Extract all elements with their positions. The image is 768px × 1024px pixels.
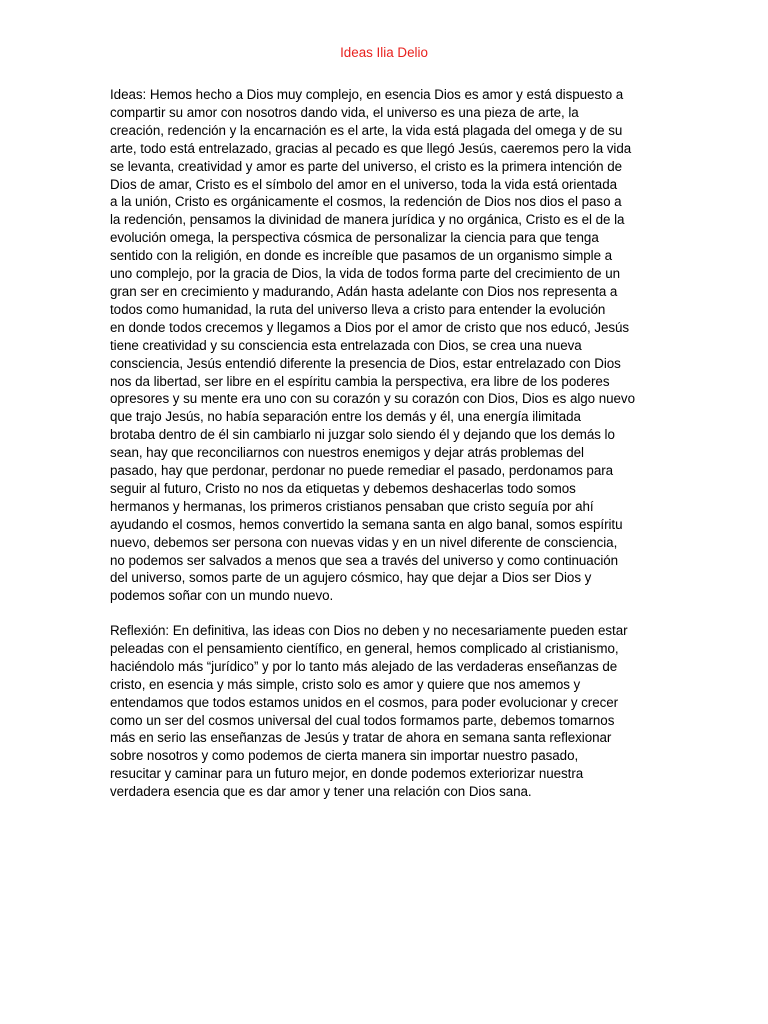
text-line: uno complejo, por la gracia de Dios, la vida de todos forma parte del crecimiento de un — [110, 266, 620, 282]
text-line: sentido con la religión, en donde es increíble que pasamos de un organismo simple a — [110, 248, 613, 264]
text-line: más en serio las enseñanzas de Jesús y tratar de ahora en semana santa reflexionar — [110, 730, 612, 746]
text-line: se levanta, creatividad y amor es parte del universo, el cristo es la primera intención de — [110, 158, 623, 174]
text-line: brotaba dentro de él sin cambiarlo ni juzgar solo siendo él y dejando que los demás lo — [110, 427, 615, 443]
text-line: no podemos ser salvados a menos que sea a través del universo y como continuación — [110, 552, 619, 568]
text-line: seguir al futuro, Cristo no nos da etiquetas y debemos deshacerlas todo somos — [110, 480, 576, 496]
text-line: sean, hay que reconciliarnos con nuestros enemigos y dejar atrás problemas del — [110, 445, 584, 461]
text-line: nuevo, debemos ser persona con nuevas vidas y en un nivel diferente de consciencia, — [110, 534, 618, 550]
document-title: Ideas Ilia Delio — [340, 45, 428, 60]
text-line: entendamos que todos estamos unidos en el cosmos, para poder evolucionar y crecer — [110, 694, 619, 710]
text-line: que trajo Jesús, no había separación entre los demás y él, una energía ilimitada — [110, 409, 581, 425]
text-line: nos da libertad, ser libre en el espíritu cambia la perspectiva, era libre de los poderes — [110, 373, 610, 389]
text-line: creación, redención y la encarnación es el arte, la vida está plagada del omega y de su — [110, 122, 623, 138]
text-line: tiene creatividad y su consciencia esta entrelazada con Dios, se crea una nueva — [110, 337, 582, 353]
text-line: a la unión, Cristo es orgánicamente el cosmos, la redención de Dios nos dios el paso a — [110, 194, 622, 210]
text-line: opresores y su mente era uno con su corazón y su corazón con Dios, Dios es algo nuevo — [110, 391, 635, 407]
paragraph-reflexion — [110, 622, 662, 801]
text-line: peleadas con el pensamiento científico, en general, hemos complicado al cristianismo, — [110, 640, 619, 656]
text-line: hermanos y hermanas, los primeros cristianos pensaban que cristo seguía por ahí — [110, 498, 594, 514]
text-line: sobre nosotros y como podemos de cierta manera sin importar nuestro pasado, — [110, 748, 579, 764]
text-line: compartir su amor con nosotros dando vida, el universo es una pieza de arte, la — [110, 104, 579, 120]
text-line: la redención, pensamos la divinidad de manera jurídica y no orgánica, Cristo es el de la — [110, 212, 625, 228]
text-line: verdadera esencia que es dar amor y tener una relación con Dios sana. — [110, 784, 532, 800]
text-line: como un ser del cosmos universal del cual todos formamos parte, debemos tomarnos — [110, 712, 615, 728]
text-line: todos como humanidad, la ruta del universo lleva a cristo para entender la evolución — [110, 301, 606, 317]
text-line: consciencia, Jesús entendió diferente la presencia de Dios, estar entrelazado con Dios — [110, 355, 621, 371]
text-line: Reflexión: En definitiva, las ideas con Dios no deben y no necesariamente pueden estar — [110, 623, 628, 638]
text-line: arte, todo está entrelazado, gracias al pecado es que llegó Jesús, caeremos pero la vida — [110, 140, 632, 156]
text-line: resucitar y caminar para un futuro mejor, en donde podemos exteriorizar nuestra — [110, 766, 584, 782]
text-line: podemos soñar con un mundo nuevo. — [110, 588, 334, 604]
text-line: gran ser en crecimiento y madurando, Adán hasta adelante con Dios nos representa a — [110, 283, 618, 299]
text-line: Ideas: Hemos hecho a Dios muy complejo, en esencia Dios es amor y está dispuesto a — [110, 87, 624, 102]
text-line: evolución omega, la perspectiva cósmica de personalizar la ciencia para que tenga — [110, 230, 599, 246]
text-line: del universo, somos parte de un agujero cósmico, hay que dejar a Dios ser Dios y — [110, 570, 592, 586]
text-line: cristo, en esencia y más simple, cristo solo es amor y quiere que nos amemos y — [110, 676, 581, 692]
text-line: ayudando el cosmos, hemos convertido la semana santa en algo banal, somos espíritu — [110, 516, 623, 532]
text-line: haciéndolo más “jurídico” y por lo tanto más alejado de las verdaderas enseñanzas de — [110, 658, 618, 674]
paragraph-ideas — [110, 86, 662, 605]
text-line: pasado, hay que perdonar, perdonar no puede remediar el pasado, perdonamos para — [110, 463, 614, 479]
text-line: Dios de amar, Cristo es el símbolo del amor en el universo, toda la vida está orientada — [110, 176, 617, 192]
text-line: en donde todos crecemos y llegamos a Dios por el amor de cristo que nos educó, Jesús — [110, 319, 630, 335]
